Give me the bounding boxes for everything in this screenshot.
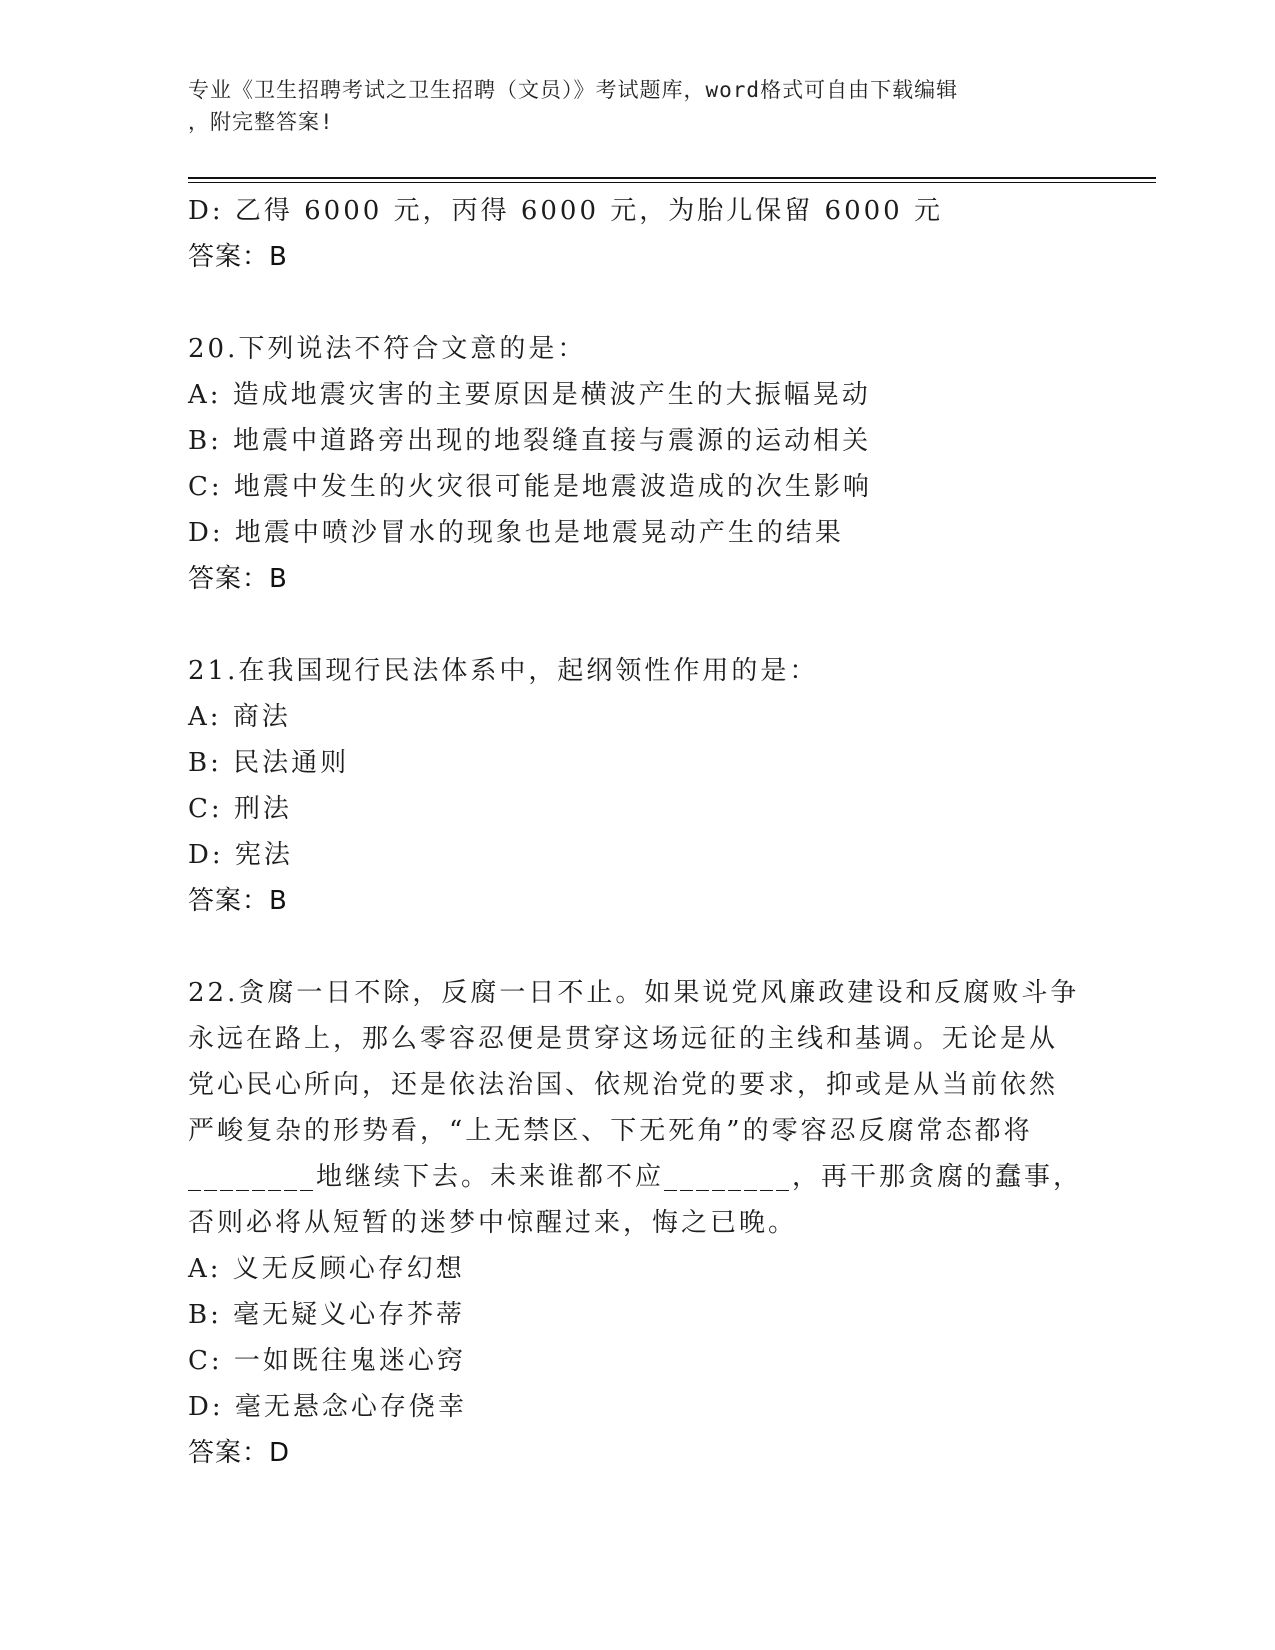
option-d: D: 地震中喷沙冒水的现象也是地震晃动产生的结果 <box>188 518 844 548</box>
question-stem-line: 否则必将从短暂的迷梦中惊醒过来，悔之已晚。 <box>188 1208 798 1238</box>
option-c: C: 地震中发生的火灾很可能是地震波造成的次生影响 <box>188 472 872 502</box>
option-b: B: 毫无疑义心存芥蒂 <box>188 1300 466 1330</box>
option-b: B: 地震中道路旁出现的地裂缝直接与震源的运动相关 <box>188 426 872 456</box>
option-d: D: 毫无悬念心存侥幸 <box>188 1392 467 1422</box>
option-a: A: 商法 <box>188 702 291 732</box>
option-c: C: 一如既往鬼迷心窍 <box>188 1346 466 1376</box>
question-stem-line: ________地继续下去。未来谁都不应________，再干那贪腐的蠢事， <box>188 1162 1083 1192</box>
question-stem: 21.在我国现行民法体系中，起纲领性作用的是： <box>188 656 819 686</box>
option-c: C: 刑法 <box>188 794 292 824</box>
question-20 <box>188 326 1088 602</box>
option-b: B: 民法通则 <box>188 748 350 778</box>
answer-line: 答案：B <box>188 242 288 272</box>
question-list <box>188 188 1088 1476</box>
question-21 <box>188 648 1088 924</box>
question-stem: 20.下列说法不符合文意的是： <box>188 334 587 364</box>
answer-line: 答案：B <box>188 886 288 916</box>
spacer <box>188 280 1088 326</box>
document-header <box>188 74 1088 138</box>
question-stem-line: 永远在路上，那么零容忍便是贯穿这场远征的主线和基调。无论是从 <box>188 1024 1059 1054</box>
question-stem-line: 党心民心所向，还是依法治国、依规治党的要求，抑或是从当前依然 <box>188 1070 1059 1100</box>
option-d: D: 乙得 6000 元，丙得 6000 元，为胎儿保留 6000 元 <box>188 196 943 226</box>
header-divider-thin <box>188 182 1156 183</box>
option-a: A: 造成地震灾害的主要原因是横波产生的大振幅晃动 <box>188 380 871 410</box>
question-22 <box>188 970 1088 1476</box>
question-stem-line: 22.贪腐一日不除，反腐一日不止。如果说党风廉政建设和反腐败斗争 <box>188 978 1080 1008</box>
header-divider-thick <box>188 177 1156 179</box>
header-line-1: 专业《卫生招聘考试之卫生招聘（文员）》考试题库，word格式可自由下载编辑 <box>188 78 959 102</box>
answer-line: 答案：D <box>188 1438 291 1468</box>
answer-line: 答案：B <box>188 564 288 594</box>
spacer <box>188 602 1088 648</box>
question-stem-line: 严峻复杂的形势看，“上无禁区、下无死角”的零容忍反腐常态都将 <box>188 1116 1033 1146</box>
spacer <box>188 924 1088 970</box>
header-line-2: ，附完整答案! <box>188 110 334 134</box>
option-d: D: 宪法 <box>188 840 293 870</box>
option-a: A: 义无反顾心存幻想 <box>188 1254 465 1284</box>
